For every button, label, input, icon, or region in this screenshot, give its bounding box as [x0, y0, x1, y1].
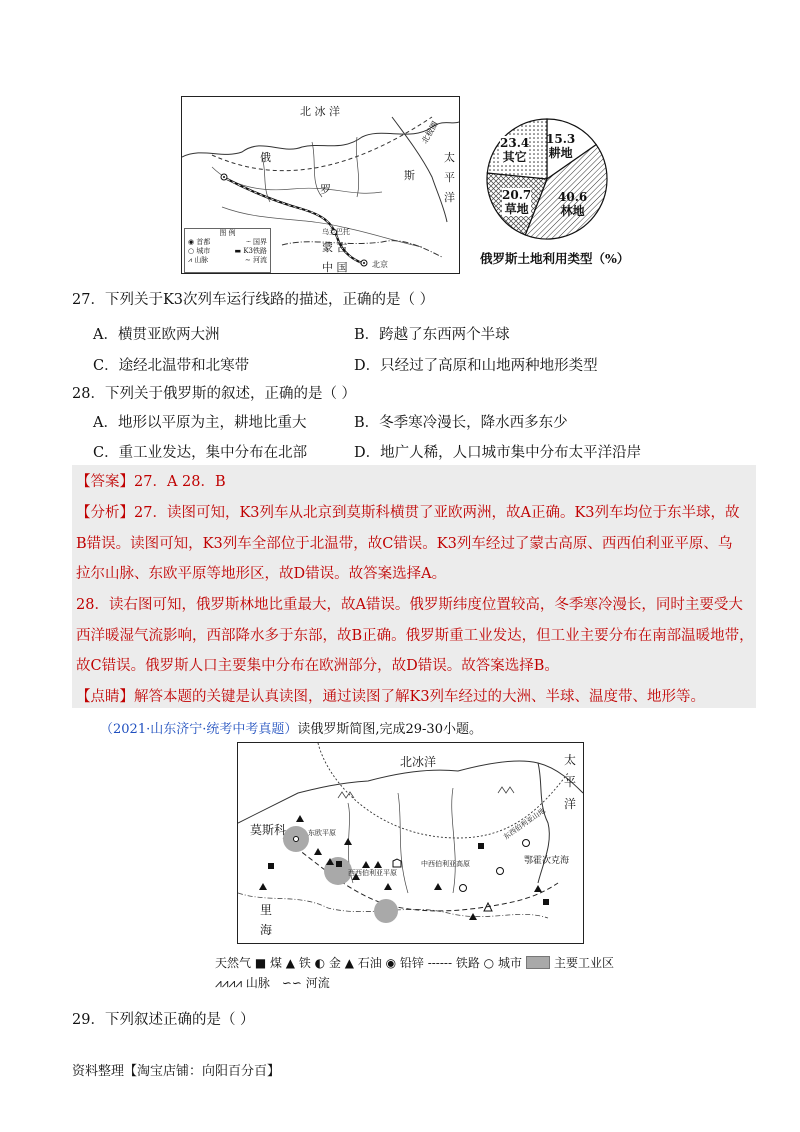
footer-text: 资料整理【淘宝店铺：向阳百分百】 [72, 1064, 281, 1079]
coastline [182, 122, 459, 157]
pie-label-forest [558, 190, 587, 218]
arctic-ocean-label: 北 冰 洋 [300, 105, 340, 118]
mongolia-label: 蒙 古 [322, 241, 348, 254]
pacific-char-1: 太 [444, 151, 455, 164]
arctic-circle-line [212, 117, 432, 171]
q28-option-c: C．重工业发达，集中分布在北部 [93, 445, 308, 461]
q28-option-d: D．地广人稀，人口城市集中分布太平洋沿岸 [354, 445, 642, 461]
fig2-caspian-char-1: 里 [260, 903, 273, 917]
analysis-line-2: B错误。读图可知，K3列车全部位于北温带，故C错误。K3列车经过了蒙古高原、西西伯利亚平原、乌 [76, 536, 733, 552]
analysis-line-3: 拉尔山脉、东欧平原等地形区，故D错误。故答案选择A。 [76, 566, 447, 582]
beijing-label: 北京 [372, 260, 388, 269]
tip-line: 【点睛】解答本题的关键是认真读图，通过读图了解K3列车经过的大洲、半球、温度带、地形等。 [76, 689, 706, 705]
pacific-char-3: 洋 [444, 191, 455, 204]
fig2-pacific-char-2: 平 [564, 775, 577, 789]
siberia-industrial-zone [374, 899, 398, 923]
russia-char-3: 斯 [404, 169, 415, 182]
fig2-pacific-char-1: 太 [564, 753, 577, 767]
q27-option-a: A．横贯亚欧两大洲 [93, 327, 220, 343]
pie-label-other [500, 136, 529, 164]
other-label: 其它 [502, 150, 527, 164]
pie-label-grassland [502, 188, 531, 216]
legend-mountain: 山脉 [194, 256, 209, 264]
fig2-legend-river: 河流 [305, 976, 330, 990]
cropland-label: 耕地 [548, 146, 573, 160]
analysis-line-6: 故C错误。俄罗斯人口主要集中分布在欧洲部分，故D错误。故答案选择B。 [76, 658, 559, 674]
mountain-icon: ⩘⩘⩘⩘ [215, 976, 243, 990]
russia-map-drawing [238, 743, 583, 943]
forest-label: 林地 [560, 204, 585, 218]
source-text: 读俄罗斯简图,完成29-30小题。 [297, 722, 482, 737]
fig2-legend-industry: 主要工业区 [553, 956, 614, 970]
fig2-east-european-plain: 东欧平原 [308, 829, 336, 837]
pacific-char-2: 平 [444, 171, 455, 184]
legend-border: 国界 [253, 238, 267, 246]
fig2-caspian-char-2: 海 [260, 923, 273, 937]
q28-stem: 28．下列关于俄罗斯的叙述，正确的是（ ） [72, 386, 357, 402]
pie-label-cropland [546, 132, 575, 160]
fig2-okhotsk-label: 鄂霍次克海 [524, 856, 570, 866]
industry-swatch [526, 956, 550, 969]
cropland-value: 15.3 [546, 132, 576, 146]
legend-river: 河流 [253, 256, 267, 264]
q27-stem: 27．下列关于K3次列车运行线路的描述，正确的是（ ） [72, 292, 435, 308]
q29-stem: 29．下列叙述正确的是（ ） [72, 1012, 255, 1028]
russia-resource-map [237, 742, 584, 944]
k3-railway-map [181, 96, 460, 274]
other-value: 23.4 [500, 136, 530, 150]
map1-legend: 图 例 ◉ 首都 ┄ 国界 ○ 城市 ▬ K3铁路 ⩘ 山脉 ∼ 河流 [184, 228, 271, 273]
answer-line: 【答案】27．A 28．B [76, 474, 226, 490]
source-line [100, 718, 482, 737]
analysis-line-5: 西洋暖湿气流影响，西部降水多于东部，故B正确。俄罗斯重工业发达，但工业主要分布在南部温暖地带， [76, 628, 754, 644]
analysis-line-1: 【分析】27．读图可知，K3列车从北京到莫斯科横贯了亚欧两洲，故A正确。K3列车均位于东半球，故 [76, 505, 740, 521]
forest-value: 40.6 [558, 190, 588, 204]
fig2-legend-symbols: 天然气 ■ 煤 ▲ 铁 ◐ 金 ▲ 石油 ◉ 铅锌 ------ 铁路 ○ 城市 [215, 956, 522, 970]
arctic-circle-label: 北极圈 [420, 119, 440, 146]
fig2-arctic-label: 北冰洋 [400, 755, 437, 769]
q28-option-b: B．冬季寒冷漫长，降水西多东少 [354, 415, 568, 431]
fig2-west-siberian-plain: 西西伯利亚平原 [348, 869, 397, 877]
q27-option-b: B．跨越了东西两个半球 [354, 327, 510, 343]
russia-char-1: 俄 [260, 151, 271, 164]
grassland-label: 草地 [504, 202, 529, 216]
analysis-line-4: 28．读右图可知，俄罗斯林地比重最大，故A错误。俄罗斯纬度位置较高，冬季寒冷漫长，同时主要受大 [76, 597, 743, 613]
fig2-moscow-label: 莫斯科 [250, 823, 287, 837]
fig2-legend-mountain: 山脉 [245, 976, 270, 990]
legend-capital: 首都 [196, 238, 211, 246]
ulaanbaatar-label: 乌兰巴托 [322, 228, 350, 236]
river-icon: ∽∽ [281, 976, 302, 990]
legend-city: 城市 [196, 247, 211, 255]
q28-option-a: A．地形以平原为主，耕地比重大 [93, 415, 307, 431]
fig2-central-siberian-plateau: 中西伯利亚高原 [421, 860, 470, 868]
fig2-legend-line-2 [215, 974, 330, 991]
fig2-east-siberian-mountains: 东西伯利亚山地 [502, 806, 547, 842]
source-tag: （2021·山东济宁·统考中考真题） [100, 722, 298, 737]
fig2-pacific-char-3: 洋 [564, 797, 577, 811]
fig2-legend-line-1 [215, 954, 614, 971]
grassland-value: 20.7 [502, 188, 532, 202]
legend-title: 图 例 [219, 229, 236, 237]
q27-option-c: C．途经北温带和北寒带 [93, 358, 250, 374]
russia-char-2: 罗 [320, 183, 331, 196]
legend-railway: K3铁路 [243, 247, 267, 255]
pie-caption: 俄罗斯土地利用类型（%） [480, 251, 630, 266]
china-label: 中 国 [322, 261, 348, 274]
q27-option-d: D．只经过了高原和山地两种地形类型 [354, 358, 598, 374]
